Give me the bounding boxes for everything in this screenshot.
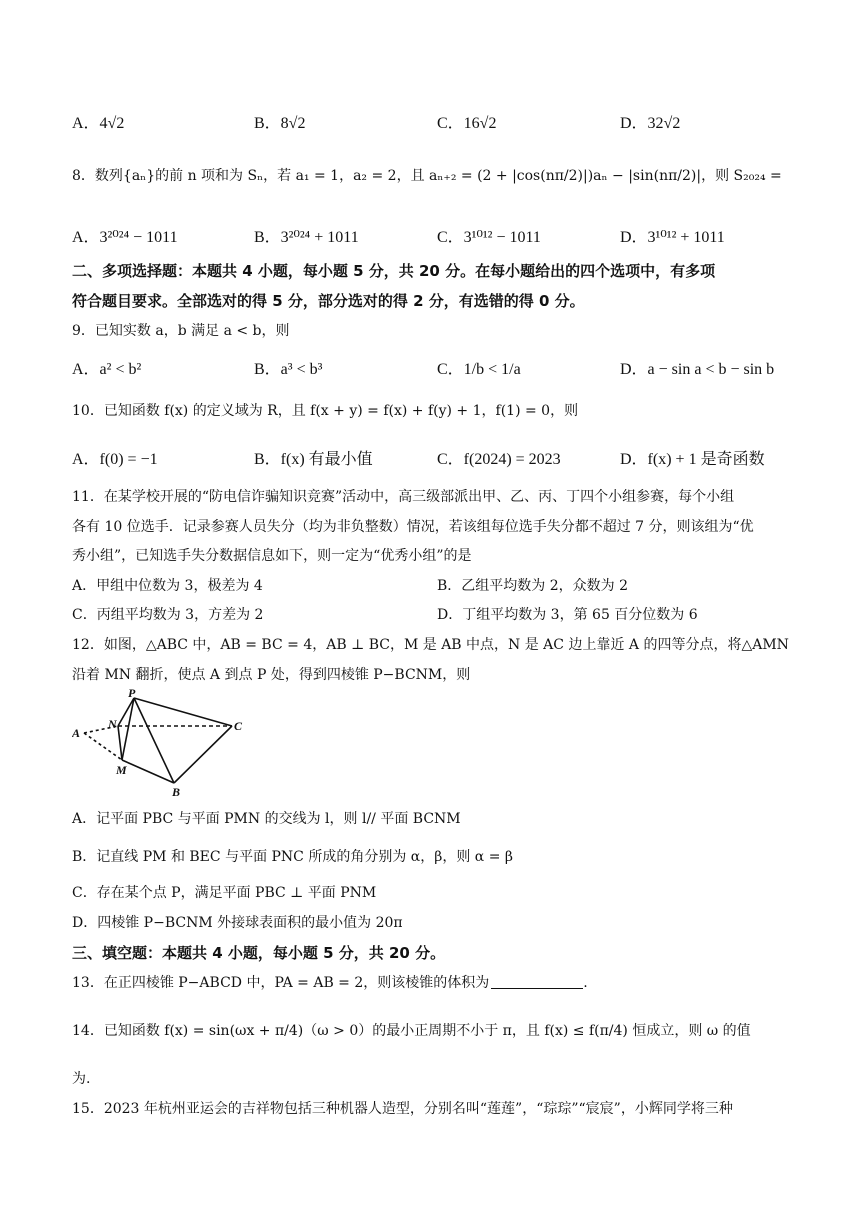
edge-pc [134, 698, 232, 726]
q8-option-d: D．3¹⁰¹² + 1011 [620, 229, 725, 246]
q12-option-b: B．记直线 PM 和 BEC 与平面 PNC 所成的角分别为 α，β，则 α = β [72, 849, 513, 865]
section2-heading-line1: 二、多项选择题：本题共 4 小题，每小题 5 分，共 20 分。在每小题给出的四个选项中，有多项 [72, 262, 716, 280]
q8-stem: 8．数列{aₙ}的前 n 项和为 Sₙ，若 a₁ = 1，a₂ = 2，且 aₙ₊₂ = (2 + |cos(nπ/2)|)aₙ − |sin(nπ/2)|，则 S₂₀₂₄ = [72, 168, 782, 184]
q12-option-d: D．四棱锥 P−BCNM 外接球表面积的最小值为 20π [72, 915, 403, 931]
q12-line2: 沿着 MN 翻折，使点 A 到点 P 处，得到四棱锥 P−BCNM，则 [72, 667, 471, 683]
q13-text: 13．在正四棱锥 P−ABCD 中，PA = AB = 2，则该棱锥的体积为 [72, 975, 490, 991]
q12-line1: 12．如图，△ABC 中，AB = BC = 4，AB ⊥ BC，M 是 AB 中点，N 是 AC 边上靠近 A 的四等分点，将△AMN [72, 637, 789, 653]
edge-pb [134, 698, 174, 783]
q11-option-a: A．甲组中位数为 3，极差为 4 [72, 578, 263, 594]
q7-option-a: A．4√2 [72, 115, 125, 132]
q10-option-d: D．f(x) + 1 是奇函数 [620, 451, 765, 468]
section2-heading-line2: 符合题目要求。全部选对的得 5 分，部分选对的得 2 分，有选错的得 0 分。 [72, 292, 585, 310]
q11-option-d: D．丁组平均数为 3，第 65 百分位数为 6 [437, 607, 698, 623]
q12-option-c: C．存在某个点 P，满足平面 PBC ⊥ 平面 PNM [72, 885, 377, 901]
q11-line3: 秀小组”，已知选手失分数据信息如下，则一定为“优秀小组”的是 [72, 548, 472, 564]
label-p: P [128, 688, 136, 700]
label-n: N [108, 717, 117, 731]
q10-stem: 10．已知函数 f(x) 的定义域为 R，且 f(x + y) = f(x) + f(y) + 1，f(1) = 0，则 [72, 403, 579, 419]
edge-bc [174, 726, 232, 783]
label-c: C [234, 719, 243, 733]
edge-am [84, 733, 122, 760]
q9-option-d: D．a − sin a < b − sin b [620, 361, 775, 378]
answer-blank [491, 987, 583, 989]
q12-option-a: A．记平面 PBC 与平面 PMN 的交线为 l，则 l// 平面 BCNM [72, 811, 461, 827]
q11-option-c: C．丙组平均数为 3，方差为 2 [72, 607, 264, 623]
q10-option-a: A．f(0) = −1 [72, 451, 158, 468]
q7-option-b: B．8√2 [254, 115, 306, 132]
q7-option-d: D．32√2 [620, 115, 681, 132]
q15-line1: 15．2023 年杭州亚运会的吉祥物包括三种机器人造型，分别名叫“莲莲”，“琮琮”“宸宸”，小辉同学将三种 [72, 1101, 733, 1117]
edge-mb [122, 760, 174, 783]
q9-option-b: B．a³ < b³ [254, 361, 323, 378]
q11-line1: 11．在某学校开展的“防电信诈骗知识竞赛”活动中，高三级部派出甲、乙、丙、丁四个小组参赛，每个小组 [72, 489, 735, 505]
q14-line2: 为. [72, 1071, 91, 1087]
q8-option-a: A．3²⁰²⁴ − 1011 [72, 229, 178, 246]
q13-tail: . [583, 975, 588, 991]
q10-option-c: C．f(2024) = 2023 [437, 451, 561, 468]
label-b: B [172, 785, 181, 798]
q8-option-c: C．3¹⁰¹² − 1011 [437, 229, 541, 246]
q11-option-b: B．乙组平均数为 2，众数为 2 [437, 578, 629, 594]
q14-line1: 14．已知函数 f(x) = sin(ωx + π/4)（ω > 0）的最小正周期不小于 π，且 f(x) ≤ f(π/4) 恒成立，则 ω 的值 [72, 1023, 751, 1039]
q9-option-c: C．1/b < 1/a [437, 361, 521, 378]
edge-nm [118, 726, 122, 760]
q13-stem [72, 972, 588, 992]
q7-option-c: C．16√2 [437, 115, 497, 132]
label-m: M [116, 763, 127, 777]
pyramid-figure [72, 688, 252, 798]
section3-heading: 三、填空题：本题共 4 小题，每小题 5 分，共 20 分。 [72, 944, 446, 962]
q8-option-b: B．3²⁰²⁴ + 1011 [254, 229, 359, 246]
label-a: A [72, 726, 81, 740]
q10-option-b: B．f(x) 有最小值 [254, 451, 373, 468]
q9-stem: 9．已知实数 a，b 满足 a < b，则 [72, 323, 290, 339]
q11-line2: 各有 10 位选手．记录参赛人员失分（均为非负整数）情况，若该组每位选手失分都不超过 7 分，则该组为“优 [72, 519, 754, 535]
q9-option-a: A．a² < b² [72, 361, 142, 378]
